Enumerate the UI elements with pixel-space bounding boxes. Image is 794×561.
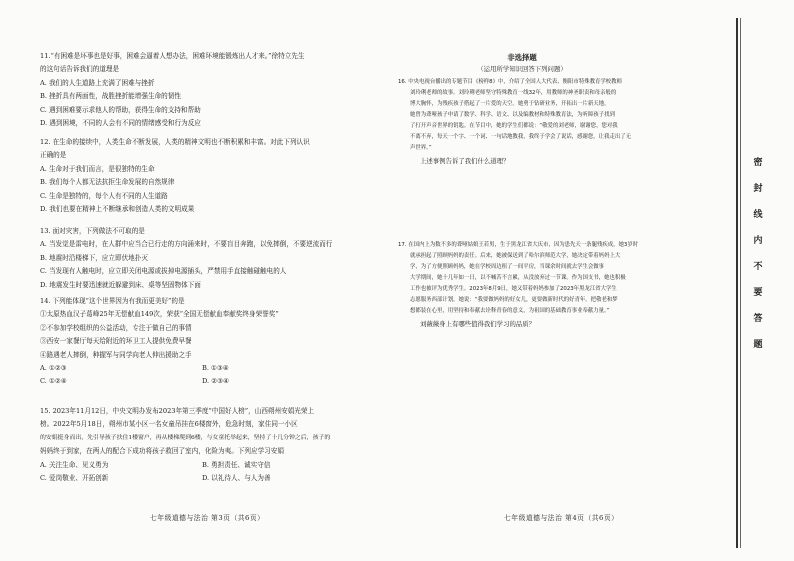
option-d: D. 我们也要在精神上不断继承和创造人类的文明成果 [40,205,195,214]
option-c: C. 遇到困难要示求他人的帮助，获得生命的支持和帮助 [40,105,201,114]
seal-char: 线 [753,210,763,220]
question-16-material-line: 博大胸怀，为残疾孩子搭起了一片爱的天空。她勇于钻研业务，开拓出一片新天地。 [410,101,610,107]
question-14-item: ①太原热血汉子葛峰25年无偿献血149次，荣获“全国无偿献血奉献奖终身荣誉奖” [40,310,279,319]
question-17-question: 刘薇薇身上有哪些值得我们学习的品质？ [420,320,536,328]
option-a: A. 当发觉是雷电时，在人群中应当合已行走的方向涌来时，不要盲目奔跑，以免摔倒，不要逆流而行 [40,240,333,249]
question-17-material-line: 想都装在心里，用坚持和奉献去诠释青春的意义，为祖国的基础教育事业奉献力量。” [410,308,610,314]
option-b: B. 勇担责任、诚实守信 [202,460,271,469]
option-d: D. 遇到困境，不同的人会有不同的情绪感受和行为反应 [40,119,201,128]
seal-line-notice [750,150,766,358]
binding-strip [714,0,794,561]
option-c: C. 爱岗敬业、开拓创新 [40,474,109,483]
question-12 [40,136,310,216]
question-11 [40,50,305,130]
question-16-material-line: 16. 中央电视台播出的专题节目《榜样8》中，介绍了全国人大代表、衡阳市特殊教育学校教师 [398,79,622,85]
question-14-options-row [40,362,322,375]
question-14-item: ②不参加学校组织的公益活动，专注于做自己的事情 [40,323,192,332]
question-17 [398,240,638,330]
question-17-material-line: 学，为了方便照顾妈妈，她在学校周边租了一间平房，当课余时间就去学生会做事 [410,264,605,270]
question-16-material-line: 声世界。” [410,145,432,151]
question-16 [398,77,631,167]
question-13 [40,225,332,292]
seal-char: 不 [753,262,763,272]
question-15-stem-line: 妈妈终于到家，在两人的配合下成功将孩子救回了室内，化险为夷。下列应学习安娟 [40,447,284,456]
question-15-options-row [40,472,330,485]
page-footer: 七年级道德与法治 第3页（共6页） [150,514,265,522]
option-d: D. 地震发生时要迅速就近躲避到床、桌等坚固物体下面 [40,280,201,289]
question-14-item: ③西安一家餐厅每天给附近的环卫工人提供免费早餐 [40,337,192,346]
option-b: B. ①③④ [202,364,229,373]
option-c: C. 生命是独特的，每个人有不同的人生道路 [40,191,168,200]
seal-char: 题 [753,340,763,350]
option-b: B. 挫折具有两面性，战胜挫折能增强生命的韧性 [40,92,181,101]
seal-char: 内 [753,236,763,246]
question-16-material-line: 了打开声音世界的钥匙。在节目中，她的学生们都说：“敬爱的刘老师，谢谢您，您对我 [410,123,618,129]
option-c: C. ①②④ [40,377,67,386]
seal-char: 答 [753,314,763,324]
question-14-item: ④路遇老人摔倒，种握军与同学向老人伸出援助之手 [40,350,192,359]
question-11-stem-line: 的这句话告诉我们的道理是 [40,65,120,74]
option-d: D. 以礼待人、与人为善 [202,474,271,483]
question-17-material-line: 17. 在国内上为数不多的聋哑姑娘王若男，生于黑龙江省大庆市，因为患先天一条腿残疾成，她3岁时 [398,242,639,248]
question-16-material-line: 刘玲琍老师的故事。刘玲琍老师坚守特殊教育一线32年，用教师的神圣职责和母亲般的 [410,90,617,96]
section-title: 非选择题 [507,53,537,62]
page-3 [0,0,392,561]
question-12-stem-line: 正确的是 [40,151,67,160]
page-footer: 七年级道德与法治 第4页（共6页） [504,514,619,522]
question-15-stem-line: 的安娟挺身而出，先引导孩子扶住1楼窗户，再从楼梯爬到6楼，与女童托举起来，坚持了十几分钟之后，孩子的 [40,434,331,441]
binding-line [740,18,741,548]
question-17-material-line: 志愿服务西部计划，她说：“我要做妈妈的好女儿，更要做新时代的好青年。把敬老和梦 [410,297,618,303]
question-15-stem-line: 15. 2023年11月12日，中央文明办发布2023年第三季度“中国好人榜”，山西朔州安娟光荣上 [40,407,315,415]
seal-char: 要 [753,288,763,298]
option-a: A. 我们的人生道路上充满了困难与挫折 [40,78,155,87]
page-4 [392,0,714,561]
seal-char: 密 [753,158,763,168]
question-13-stem: 13. 面对灾害，下列做法不可取的是 [40,227,145,235]
question-11-stem-line: 11.“有困难是坏事也是好事，困难会逼着人想办法，困难环境能锻炼出人才来。”徐特立先生 [40,52,305,60]
question-15 [40,405,330,485]
seal-char: 封 [753,184,763,194]
question-15-stem-line: 榜。2022年5月18日，朔州市某小区一名女童吊挂在6楼窗外，危急时刻，家住同一小区 [40,420,298,429]
question-16-question: 上述事例告诉了我们什么道理？ [420,157,510,165]
question-14-options-row [40,375,322,388]
option-d: D. ②③④ [202,377,229,386]
option-a: A. 生命对于我们而言，是很独特的生命 [40,164,155,173]
option-b: B. 地震时沿楼梯下，应立即伏地扑灭 [40,253,148,262]
section-subtitle: （运用所学知识回答下列问题） [477,65,567,73]
question-15-options-row [40,459,330,472]
question-17-material-line: 就承担起了照顾妈妈的责任。后来，她被保送到了哈尔滨师范大学，她决定带着妈妈上大 [410,253,621,259]
question-17-material-line: 大学期间，她十几年如一日，以不喊苦不言累，从没放弃过一节课。作为国支书，她也积极 [410,275,626,281]
binding-line [736,18,738,548]
option-c: C. 当发现有人触电时，应立即关闭电源或拔掉电源插头，严禁用手直接触碰触电的人 [40,267,287,276]
question-17-material-line: 工作也被评为优秀学生。2023年8月9日，她又带着妈妈参加了2023年黑龙江省大学生 [410,286,617,292]
question-12-stem-line: 12. 在生命的接续中，人类生命不断发展，人类的精神文明也不断积累和丰富。对此下列认识 [40,138,310,146]
question-16-material-line: 不离不弃，每天一个字、一个词、一句话地教我，我终于学会了说话，感谢您，让我走出了无 [410,134,632,140]
question-14 [40,295,322,389]
option-b: B. 我们每个人都无法抗拒生命发展的自然规律 [40,178,175,187]
option-a: A. ①②③ [40,364,67,373]
option-a: A. 关注生命、见义勇为 [40,460,109,469]
question-14-stem: 14. 下列能体现“这个世界因为有我而更美好”的是 [40,297,185,305]
question-16-material-line: 她曾为聋哑孩子申请了数学、科学、语文、以及编教材和特殊教育法，为听障孩子找到 [410,112,615,118]
